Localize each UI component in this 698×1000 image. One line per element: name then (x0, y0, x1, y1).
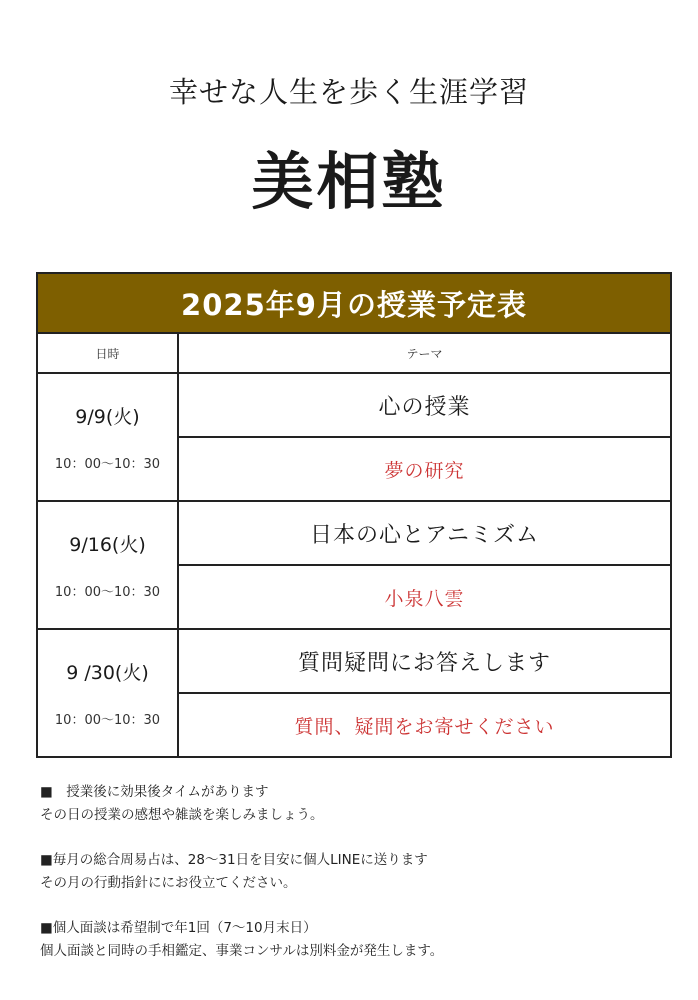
lesson-topic-sub: 夢の研究 (178, 437, 671, 501)
lesson-time: 10：00〜10：30 (54, 457, 161, 472)
lesson-topic-main: 質問疑問にお答えします (178, 629, 671, 693)
column-header-date: 日時 (37, 333, 178, 373)
note-body: その月の行動指針ににお役立てください。 (40, 875, 297, 891)
page-subtitle: 幸せな人生を歩く生涯学習 (168, 75, 529, 109)
table-row (37, 501, 671, 565)
notes-section (40, 781, 670, 963)
note-heading: ■毎月の総合周易占は、28〜31日を目安に個人LINEに送ります (40, 852, 428, 868)
schedule-table (36, 272, 672, 758)
lesson-topic-main: 心の授業 (178, 373, 671, 437)
page-title: 美相塾 (251, 145, 447, 218)
column-header-theme: テーマ (178, 333, 671, 373)
schedule-banner: 2025年9月の授業予定表 (37, 273, 671, 333)
table-row (37, 373, 671, 437)
lesson-date: 9/9(火) (75, 406, 140, 428)
lesson-date: 9/16(火) (69, 534, 146, 556)
lesson-date: 9 /30(火) (66, 662, 149, 684)
lesson-topic-sub: 質問、疑問をお寄せください (178, 693, 671, 757)
lesson-time: 10：00〜10：30 (54, 585, 161, 600)
date-cell (37, 501, 178, 629)
lesson-time: 10：00〜10：30 (54, 713, 161, 728)
table-row (37, 629, 671, 693)
note-heading: ■ 授業後に効果後タイムがあります (40, 784, 269, 800)
lesson-topic-sub: 小泉八雲 (178, 565, 671, 629)
note-body: その日の授業の感想や雑談を楽しみましょう。 (40, 807, 324, 823)
note-body: 個人面談と同時の手相鑑定、事業コンサルは別料金が発生します。 (40, 943, 444, 959)
note-heading: ■個人面談は希望制で年1回（7〜10月末日） (40, 920, 317, 936)
date-cell (37, 629, 178, 757)
lesson-topic-main: 日本の心とアニミズム (178, 501, 671, 565)
date-cell (37, 373, 178, 501)
